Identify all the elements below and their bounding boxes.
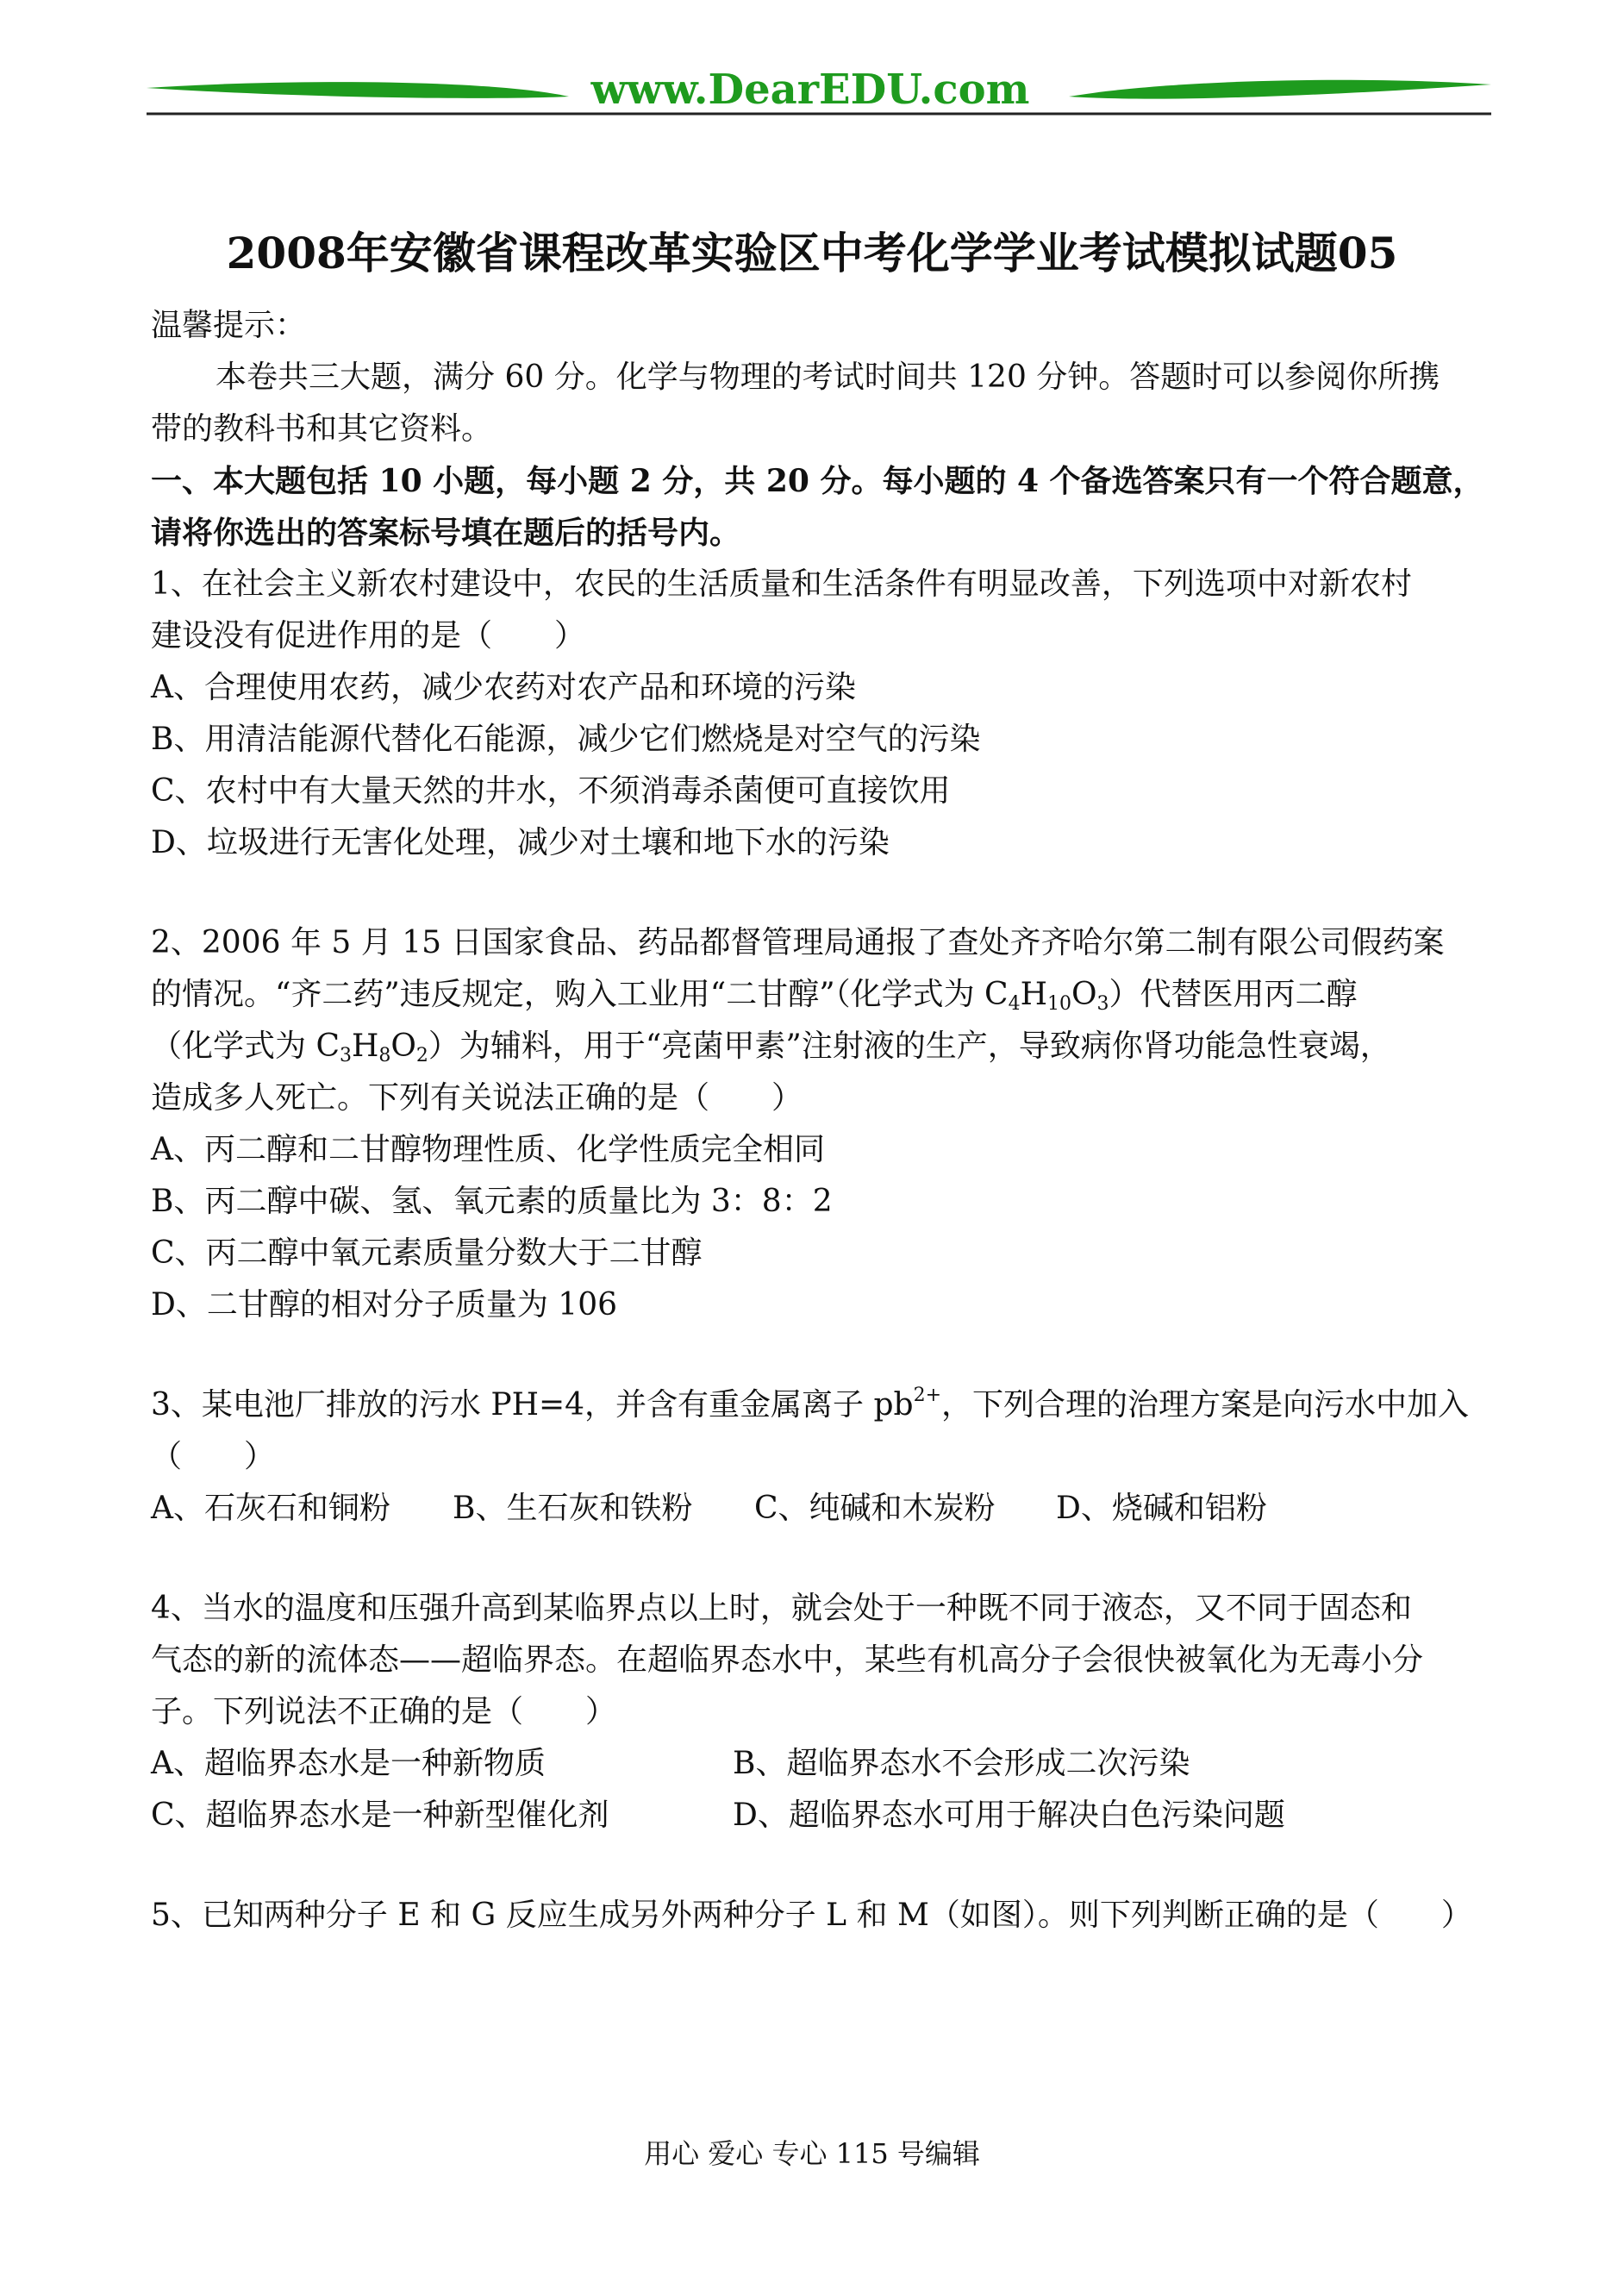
question-4-option-c: C、超临界态水是一种新型催化剂 <box>151 1798 609 1833</box>
question-4-stem: 子。下列说法不正确的是（ ） <box>151 1694 617 1729</box>
question-3-option-c: C、纯碱和木炭粉 <box>754 1491 996 1526</box>
question-1-stem: 建设没有促进作用的是（ ） <box>151 618 586 653</box>
question-4-option-a: A、超临界态水是一种新物质 <box>151 1746 546 1781</box>
page-footer: 用心 爱心 专心 115 号编辑 <box>644 2137 980 2170</box>
stem-text: （化学式为 C <box>151 1029 340 1064</box>
question-2-option-a: A、丙二醇和二甘醇物理性质、化学性质完全相同 <box>151 1132 825 1167</box>
formula-element: O <box>1071 977 1097 1012</box>
question-2-option-b: B、丙二醇中碳、氢、氧元素的质量比为 3：8：2 <box>151 1184 833 1219</box>
question-1-stem: 1、在社会主义新农村建设中，农民的生活质量和生活条件有明显改善，下列选项中对新农村 <box>151 566 1412 602</box>
question-4-option-d: D、超临界态水可用于解决白色污染问题 <box>733 1798 1285 1833</box>
question-2-stem <box>151 976 1358 1014</box>
stem-text: ）代替医用丙二醇 <box>1109 977 1358 1012</box>
question-4-stem: 4、当水的温度和压强升高到某临界点以上时，就会处于一种既不同于液态，又不同于固态和 <box>151 1591 1412 1626</box>
page-title: 2008年安徽省课程改革实验区中考化学学业考试模拟试题05 <box>226 228 1398 278</box>
question-4-stem: 气态的新的流体态——超临界态。在超临界态水中，某些有机高分子会很快被氧化为无毒小分 <box>151 1642 1424 1678</box>
question-2-stem: 2、2006 年 5 月 15 日国家食品、药品都督管理局通报了查处齐齐哈尔第二制有限公司假药案 <box>151 925 1445 960</box>
tip-line: 本卷共三大题，满分 60 分。化学与物理的考试时间共 120 分钟。答题时可以参阅你所携 <box>215 360 1440 395</box>
question-2-option-c: C、丙二醇中氧元素质量分数大于二甘醇 <box>151 1235 703 1271</box>
question-5-stem: 5、已知两种分子 E 和 G 反应生成另外两种分子 L 和 M（如图）。则下列判断正确的是（ ） <box>151 1898 1472 1933</box>
site-logo-text: www.DearEDU.com <box>590 66 1030 114</box>
subscript: 2 <box>415 1045 428 1066</box>
question-1-option-b: B、用清洁能源代替化石能源，减少它们燃烧是对空气的污染 <box>151 722 981 757</box>
question-2-option-d: D、二甘醇的相对分子质量为 106 <box>151 1287 618 1323</box>
question-2-stem: 造成多人死亡。下列有关说法正确的是（ ） <box>151 1080 803 1116</box>
subscript: 8 <box>378 1045 391 1066</box>
tip-line: 带的教科书和其它资料。 <box>151 411 493 447</box>
tip-label: 温馨提示： <box>151 308 307 343</box>
question-3-option-a: A、石灰石和铜粉 <box>151 1491 390 1526</box>
subscript: 4 <box>1008 993 1021 1015</box>
question-1-option-a: A、合理使用农药，减少农药对农产品和环境的污染 <box>151 670 856 705</box>
question-1-option-d: D、垃圾进行无害化处理，减少对土壤和地下水的污染 <box>151 825 890 860</box>
stem-text: 3、某电池厂排放的污水 PH=4，并含有重金属离子 pb <box>151 1387 914 1423</box>
stem-text: 的情况。“齐二药”违反规定，购入工业用“二甘醇”（化学式为 C <box>151 977 1009 1012</box>
question-2-stem <box>151 1028 1391 1066</box>
right-leaf-swoosh <box>1069 80 1491 99</box>
question-3-option-d: D、烧碱和铝粉 <box>1056 1491 1267 1526</box>
formula-element: O <box>390 1029 416 1064</box>
question-3-stem: （ ） <box>151 1439 276 1474</box>
subscript: 10 <box>1047 993 1072 1015</box>
stem-text: ）为辅料，用于“亮菌甲素”注射液的生产，导致病你肾功能急性衰竭， <box>428 1029 1391 1064</box>
left-leaf-swoosh <box>147 82 569 98</box>
formula-element: H <box>352 1029 379 1064</box>
question-1-option-c: C、农村中有大量天然的井水，不须消毒杀菌便可直接饮用 <box>151 773 951 809</box>
section-heading: 一、本大题包括 10 小题，每小题 2 分，共 20 分。每小题的 4 个备选答案只有一个符合题意， <box>151 463 1484 499</box>
question-3-option-b: B、生石灰和铁粉 <box>453 1491 693 1526</box>
subscript: 3 <box>340 1045 352 1066</box>
question-4-option-b: B、超临界态水不会形成二次污染 <box>733 1746 1190 1781</box>
subscript: 3 <box>1096 993 1109 1015</box>
formula-element: H <box>1020 977 1048 1012</box>
section-heading: 请将你选出的答案标号填在题后的括号内。 <box>151 515 741 551</box>
superscript: 2+ <box>913 1385 942 1406</box>
question-3-stem <box>151 1386 1469 1424</box>
stem-text: ，下列合理的治理方案是向污水中加入 <box>941 1387 1470 1423</box>
